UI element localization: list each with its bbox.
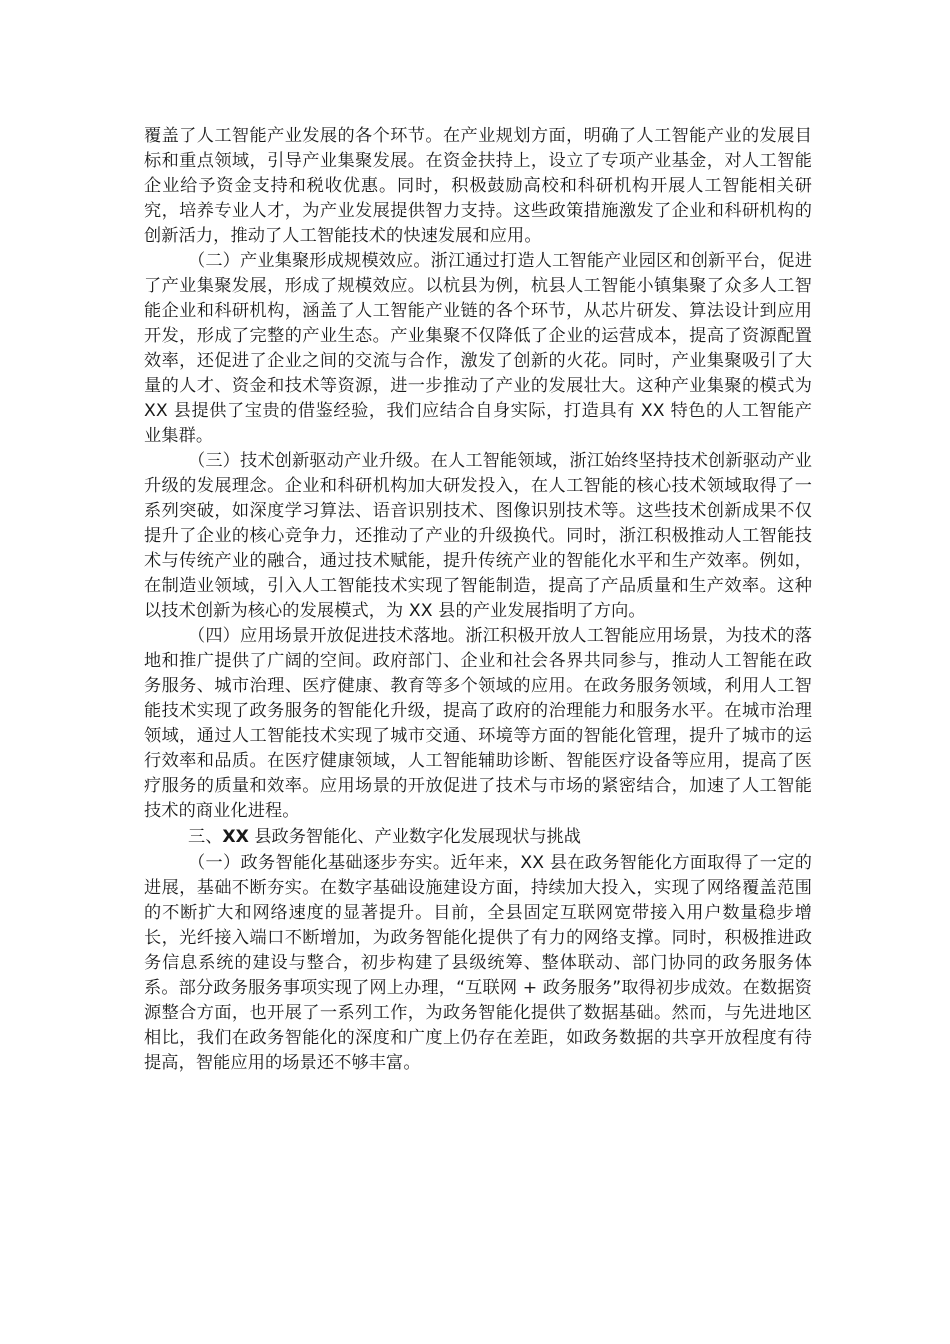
paragraph-continuation: 覆盖了人工智能产业发展的各个环节。在产业规划方面，明确了人工智能产业的发展目标和重点领域，引导产业集聚发展。在资金扶持上，设立了专项产业基金，对人工智能企业给予资金支持和税收优惠。同时，积极鼓励高校和科研机构开展人工智能相关研究，培养专业人才，为产业发展提供智力支持。这些政策措施激发了企业和科研机构的创新活力，推动了人工智能技术的快速发展和应用。 (144, 126, 812, 246)
paragraph-tech-innovation: （三）技术创新驱动产业升级。在人工智能领域，浙江始终坚持技术创新驱动产业升级的发展理念。企业和科研机构加大研发投入，在人工智能的核心技术领域取得了一系列突破，如深度学习算法、语音识别技术、图像识别技术等。这些技术创新成果不仅提升了企业的核心竞争力，还推动了产业的升级换代。同时，浙江积极推动人工智能技术与传统产业的融合，通过技术赋能，提升传统产业的智能化水平和生产效率。例如，在制造业领域，引入人工智能技术实现了智能制造，提高了产品质量和生产效率。这种以技术创新为核心的发展模式，为 XX 县的产业发展指明了方向。 (144, 451, 812, 621)
paragraph-industry-cluster: （二）产业集聚形成规模效应。浙江通过打造人工智能产业园区和创新平台，促进了产业集聚发展，形成了规模效应。以杭县为例，杭县人工智能小镇集聚了众多人工智能企业和科研机构，涵盖了人工智能产业链的各个环节，从芯片研发、算法设计到应用开发，形成了完整的产业生态。产业集聚不仅降低了企业的运营成本，提高了资源配置效率，还促进了企业之间的交流与合作，激发了创新的火花。同时，产业集聚吸引了大量的人才、资金和技术等资源，进一步推动了产业的发展壮大。这种产业集聚的模式为 XX 县提供了宝贵的借鉴经验，我们应结合自身实际，打造具有 XX 特色的人工智能产业集群。 (144, 251, 812, 446)
section-heading-prefix: 三、 (188, 827, 223, 847)
paragraph-government-digitalization: （一）政务智能化基础逐步夯实。近年来，XX 县在政务智能化方面取得了一定的进展，基础不断夯实。在数字基础设施建设方面，持续加大投入，实现了网络覆盖范围的不断扩大和网络速度的显著提升。目前，全县固定互联网宽带接入用户数量稳步增长，光纤接入端口不断增加，为政务智能化提供了有力的网络支撑。同时，积极推进政务信息系统的建设与整合，初步构建了县级统筹、整体联动、部门协同的政务服务体系。部分政务服务事项实现了网上办理，“互联网 + 政务服务”取得初步成效。在数据资源整合方面，也开展了一系列工作，为政务智能化提供了数据基础。然而，与先进地区相比，我们在政务智能化的深度和广度上仍存在差距，如政务数据的共享开放程度有待提高，智能应用的场景还不够丰富。 (144, 853, 812, 1073)
paragraph-application-scenarios: （四）应用场景开放促进技术落地。浙江积极开放人工智能应用场景，为技术的落地和推广提供了广阔的空间。政府部门、企业和社会各界共同参与，推动人工智能在政务服务、城市治理、医疗健康、教育等多个领域的应用。在政务服务领域，利用人工智能技术实现了政务服务的智能化升级，提高了政府的治理能力和服务水平。在城市治理领域，通过人工智能技术实现了城市交通、环境等方面的智能化管理，提升了城市的运行效率和品质。在医疗健康领域，人工智能辅助诊断、智能医疗设备等应用，提高了医疗服务的质量和效率。应用场景的开放促进了技术与市场的紧密结合，加速了人工智能技术的商业化进程。 (144, 626, 812, 821)
section-heading-rest: 县政务智能化、产业数字化发展现状与挑战 (248, 827, 581, 847)
section-heading (144, 825, 812, 850)
document-page (144, 124, 812, 1076)
section-heading-bold: XX (222, 827, 249, 847)
